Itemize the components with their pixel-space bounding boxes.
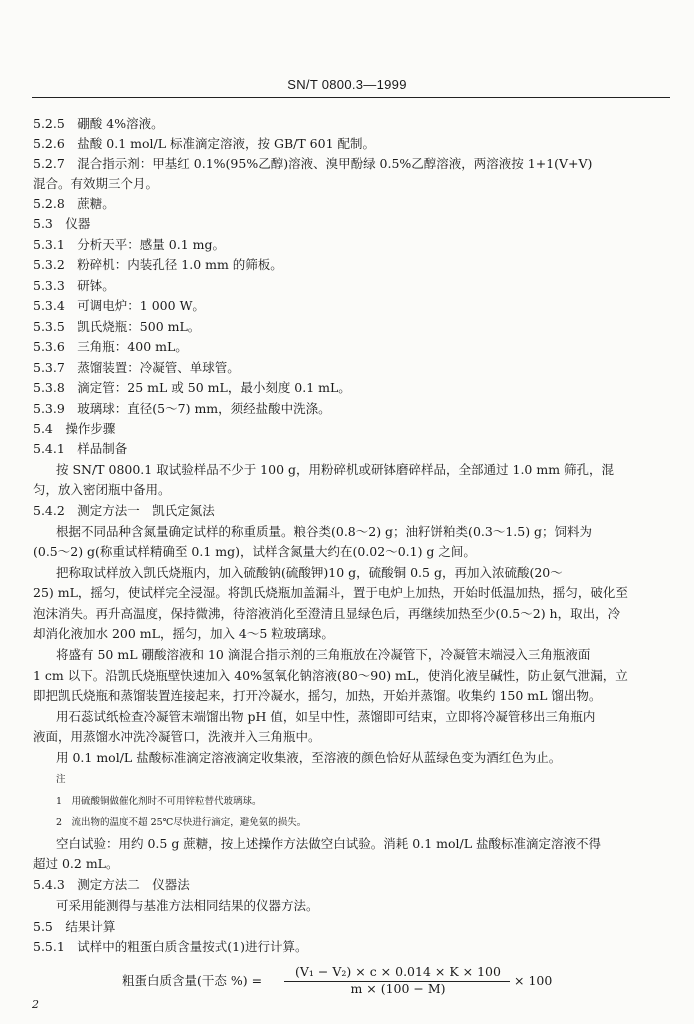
text-line: 5.3.2 粉碎机：内装孔径 1.0 mm 的筛板。 [33,257,283,272]
formula [0,964,694,998]
text-line: 5.4.2 测定方法一 凯氏定氮法 [33,503,215,518]
text-line: 将盛有 50 mL 硼酸溶液和 10 滴混合指示剂的三角瓶放在冷凝管下，冷凝管末端浸入三角瓶液面 [56,647,591,662]
text-line: 5.3.8 滴定管：25 mL 或 50 mL，最小刻度 0.1 mL。 [33,380,351,395]
page-header: SN/T 0800.3—1999 [287,77,407,92]
text-line: 5.3 仪器 [33,216,91,231]
text-line: 根据不同品种含氮量确定试样的称重质量。粮谷类(0.8～2) g；油籽饼粕类(0.3～1.5) g；饲料为 [56,524,593,539]
text-line: 5.3.9 玻璃球：直径(5～7) mm，须经盐酸中洗涤。 [33,401,331,416]
text-line: 5.2.7 混合指示剂：甲基红 0.1%(95%乙醇)溶液、溴甲酚绿 0.5%乙醇溶液，两溶液按 1+1(V+V) [33,156,593,171]
text-line: 2 流出物的温度不超 25℃尽快进行滴定，避免氨的损失。 [56,817,307,828]
text-line: 5.4.3 测定方法二 仪器法 [33,877,190,892]
text-line: 却消化液加水 200 mL，摇匀，加入 4～5 粒玻璃球。 [33,626,334,641]
formula-rhs: × 100 [514,973,553,988]
text-line: 液面，用蒸馏水冲洗冷凝管口，洗液并入三角瓶中。 [33,729,321,744]
text-line: 超过 0.2 mL。 [33,856,119,871]
text-line: 泡沫消失。再升高温度，保持微沸，待溶液消化至澄清且显绿色后，再继续加热至少(0.5～2) h，取出，冷 [33,606,621,621]
text-line: 用石蕊试纸检查冷凝管末端馏出物 pH 值，如呈中性，蒸馏即可结束，立即将冷凝管移出三角瓶内 [56,709,596,724]
formula-denominator: m × (100 − M) [350,981,446,996]
text-line: 1 用硫酸铜做催化剂时不可用锌粒替代玻璃球。 [56,796,262,807]
text-line: 5.3.4 可调电炉：1 000 W。 [33,298,205,313]
text-line: 5.3.7 蒸馏装置：冷凝管、单球管。 [33,360,240,375]
header-rule [32,97,670,98]
text-line: 5.5.1 试样中的粗蛋白质含量按式(1)进行计算。 [33,939,308,954]
text-line: 5.4 操作步骤 [33,421,116,436]
text-line: 把称取试样放入凯氏烧瓶内，加入硫酸钠(硫酸钾)10 g，硫酸铜 0.5 g，再加入浓硫酸(20～ [56,565,563,580]
formula-lhs: 粗蛋白质含量(干态 %) = [122,973,263,988]
text-line: 空白试验：用约 0.5 g 蔗糖，按上述操作方法做空白试验。消耗 0.1 mol/L 盐酸标准滴定溶液不得 [56,836,601,851]
text-line: 5.3.1 分析天平：感量 0.1 mg。 [33,237,225,252]
formula-numerator: (V₁ − V₂) × c × 0.014 × K × 100 [295,964,501,979]
text-line: 5.4.1 样品制备 [33,441,128,456]
text-line: 注 [56,774,66,785]
text-line: 用 0.1 mol/L 盐酸标准滴定溶液滴定收集液，至溶液的颜色恰好从蓝绿色变为酒红色为止。 [56,750,562,765]
text-line: 5.5 结果计算 [33,919,116,934]
text-line: (0.5～2) g(称重试样精确至 0.1 mg)，试样含氮量大约在(0.02～0.1) g 之间。 [33,544,476,559]
text-line: 5.2.8 蔗糖。 [33,196,115,211]
page-number: 2 [32,998,39,1011]
text-line: 按 SN/T 0800.1 取试验样品不少于 100 g，用粉碎机或研钵磨碎样品，全部通过 1.0 mm 筛孔，混 [56,462,615,477]
text-line: 5.2.6 盐酸 0.1 mol/L 标准滴定溶液，按 GB/T 601 配制。 [33,136,375,151]
text-line: 5.2.5 硼酸 4%溶液。 [33,116,164,131]
text-line: 即把凯氏烧瓶和蒸馏装置连接起来，打开冷凝水，摇匀，加热，开始并蒸馏。收集约 150 mL 馏出物。 [33,688,602,703]
text-line: 可采用能测得与基准方法相同结果的仪器方法。 [56,898,319,913]
text-line: 25) mL，摇匀，使试样完全浸湿。将凯氏烧瓶加盖漏斗，置于电炉上加热，开始时低温加热，摇匀，破化至 [33,585,628,600]
text-line: 1 cm 以下。沿凯氏烧瓶壁快速加入 40%氢氧化钠溶液(80～90) mL，使消化液呈碱性，防止氨气泄漏，立 [33,668,628,683]
text-line: 5.3.3 研钵。 [33,278,115,293]
text-line: 5.3.5 凯氏烧瓶：500 mL。 [33,319,201,334]
text-line: 混合。有效期三个月。 [33,176,159,191]
text-line: 匀，放入密闭瓶中备用。 [33,482,171,497]
text-line: 5.3.6 三角瓶：400 mL。 [33,339,188,354]
